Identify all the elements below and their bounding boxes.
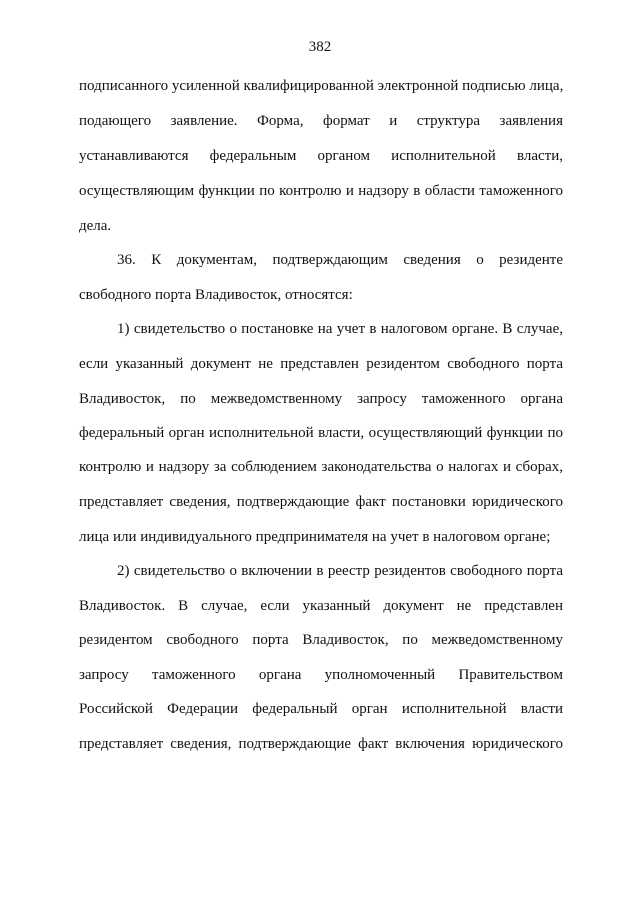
- text-line: осуществляющим функции по контролю и надзору в области таможенного: [79, 183, 563, 199]
- list-item-1-first-line: 1) свидетельство о постановке на учет в налоговом органе. В случае,: [117, 321, 563, 337]
- text-line: Владивосток. В случае, если указанный документ не представлен: [79, 598, 563, 614]
- text-line: лица или индивидуального предпринимателя на учет в налоговом органе;: [79, 529, 551, 545]
- text-line: свободного порта Владивосток, относятся:: [79, 287, 353, 303]
- list-item-2-first-line: 2) свидетельство о включении в реестр резидентов свободного порта: [117, 563, 563, 579]
- text-line: контролю и надзору за соблюдением законодательства о налогах и сборах,: [79, 459, 563, 475]
- text-line: резидентом свободного порта Владивосток, по межведомственному: [79, 632, 563, 648]
- page-number: 382: [308, 39, 332, 55]
- text-line: представляет сведения, подтверждающие факт постановки юридического: [79, 494, 563, 510]
- text-line: Российской Федерации федеральный орган исполнительной власти: [79, 701, 563, 717]
- text-line: если указанный документ не представлен резидентом свободного порта: [79, 356, 563, 372]
- text-line: дела.: [79, 218, 112, 234]
- text-line: представляет сведения, подтверждающие факт включения юридического: [79, 736, 563, 752]
- text-line: подписанного усиленной квалифицированной электронной подписью лица,: [79, 78, 564, 94]
- text-line: подающего заявление. Форма, формат и структура заявления: [79, 113, 563, 129]
- paragraph-first-line: 36. К документам, подтверждающим сведения о резиденте: [117, 252, 563, 268]
- text-line: запросу таможенного органа уполномоченный Правительством: [79, 667, 563, 683]
- text-line: Владивосток, по межведомственному запросу таможенного органа: [79, 391, 563, 407]
- text-line: устанавливаются федеральным органом исполнительной власти,: [79, 148, 563, 164]
- text-line: федеральный орган исполнительной власти, осуществляющий функции по: [79, 425, 563, 441]
